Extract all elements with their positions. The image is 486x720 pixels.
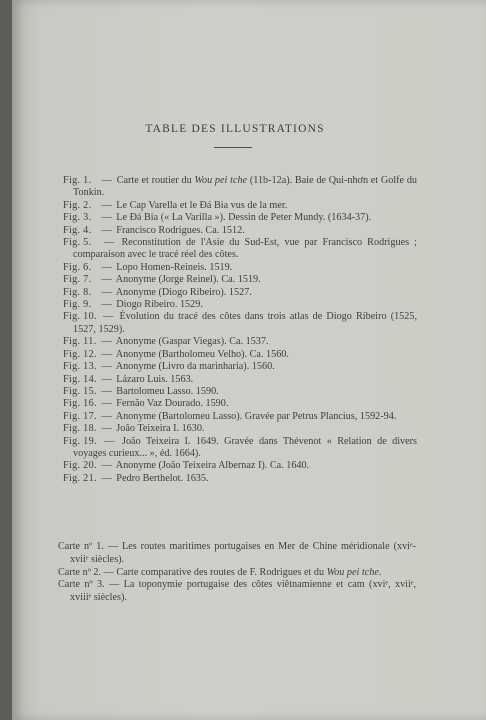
figure-entry [63,411,417,423]
figure-entry-label: Fig. 5. [63,237,92,249]
em-dash: — [101,261,112,273]
map-entry-label: Carte nº 3. [58,579,105,591]
figure-entry-text: Anonyme (Jorge Reinel). Ca. 1519. [115,274,261,286]
title-divider [214,147,252,148]
em-dash: — [104,237,115,249]
figure-entry-label: Fig. 21. [63,472,97,484]
figure-entry-text: Carte et routier du [116,175,195,186]
em-dash: — [101,460,112,472]
figure-entry [63,473,417,485]
book-page [12,0,486,720]
figure-entry [63,336,417,348]
em-dash: — [101,286,112,298]
em-dash: — [107,541,119,552]
figure-entry-text: Anonyme (Livro da marinharia). 1560. [115,361,275,373]
figure-entry [63,212,417,224]
em-dash: — [103,566,114,578]
figure-entry [63,299,417,311]
figure-entry-label: Fig. 13. [63,361,97,373]
figure-entry-italic-title: Wou pei tche [194,175,248,186]
map-entry [58,541,416,567]
em-dash: — [101,199,112,211]
figure-entry-text: João Teixeira I. 1630. [116,423,205,435]
figure-entry-text: Lázaro Luis. 1563. [116,373,194,385]
figure-entry-text: Diogo Ribeiro. 1529. [116,299,203,311]
figure-entry-label: Fig. 1. [63,175,92,186]
figure-entry-label: Fig. 3. [63,212,92,224]
map-entry-text: Les routes maritimes portugaises en Mer de Chine méridionale (xviᵉ-xviiᵉ siècles). [70,541,417,565]
figure-entry-text: Lopo Homen-Reineis. 1519. [116,261,233,273]
figure-entry-text: Anonyme (João Teixeira Albernaz I). Ca. 1640. [115,460,310,472]
figure-entry [63,287,417,299]
figure-entry-text: Bartolomeu Lasso. 1590. [116,385,219,397]
figure-entry [63,200,417,212]
figure-entry [63,175,417,200]
em-dash: — [101,373,112,385]
figure-entry-text: Reconstitution de l'Asie du Sud-Est, vue par Francisco Rodrigues ; comparaison avec le tracé réel des côtes. [73,237,418,261]
figure-entry [63,349,417,361]
em-dash: — [103,311,114,323]
figure-entry [63,460,417,472]
figure-entry-label: Fig. 11. [63,336,97,348]
figure-entry [63,436,417,461]
figure-entry [63,423,417,435]
figure-entry-label: Fig. 15. [63,385,97,397]
map-entry-text: La toponymie portugaise des côtes viêtnamienne et cam (xviᵉ, xviiᵉ, xviiiᵉ siècles). [70,579,417,604]
em-dash: — [101,175,112,186]
figure-entry-text: Anonyme (Diogo Ribeiro). 1527. [115,286,252,298]
figure-entry [63,262,417,274]
figure-entry [63,237,417,262]
figure-entry [63,274,417,286]
map-entry-label: Carte nº 2. [58,566,102,578]
figure-entry [63,374,417,386]
em-dash: — [101,224,112,236]
figure-entry-label: Fig. 4. [63,224,92,236]
figure-entry-label: Fig. 12. [63,348,97,360]
em-dash: — [101,348,112,360]
figure-entry-text: Anonyme (Bartholomeu Velho). Ca. 1560. [115,348,289,360]
figure-entry-text-end: (11b-12a). Baie de Qui-nhơn et Golfe du Tonkin. [73,175,418,199]
map-entry-italic-title: Wou pei tche [326,566,379,578]
figure-entry-label: Fig. 20. [63,460,97,472]
em-dash: — [101,361,112,373]
figure-entry-label: Fig. 2. [63,199,92,211]
em-dash: — [109,579,120,591]
em-dash: — [101,385,112,397]
page-title: TABLE DES ILLUSTRATIONS [145,123,325,135]
figure-list [63,175,417,485]
figure-entry-text: Le Đá Bia (« La Varilla »). Dessin de Peter Mundy. (1634-37). [116,212,372,224]
map-entry [58,579,416,605]
figure-entry-text: João Teixeira I. 1649. Gravée dans Thévenot « Relation de divers voyages curieux... », éd. 1664). [73,435,418,459]
figure-entry-label: Fig. 10. [63,311,97,323]
em-dash: — [101,274,112,286]
figure-entry-text: Le Cap Varella et le Đá Bia vus de la mer. [116,199,288,211]
em-dash: — [104,435,115,447]
em-dash: — [101,299,112,311]
figure-entry-label: Fig. 7. [63,274,92,286]
map-entry-label: Carte nº 1. [58,541,104,552]
figure-entry-label: Fig. 14. [63,373,97,385]
em-dash: — [101,410,112,422]
figure-entry-label: Fig. 9. [63,299,92,311]
figure-entry-label: Fig. 19. [63,435,97,447]
figure-entry [63,361,417,373]
figure-entry-label: Fig. 18. [63,423,97,435]
figure-entry-text: Anonyme (Gaspar Viegas). Ca. 1537. [115,336,269,348]
em-dash: — [101,398,112,410]
em-dash: — [101,472,112,484]
figure-entry-text: Fernão Vaz Dourado. 1590. [116,398,229,410]
figure-entry-text: Évolution du tracé des côtes dans trois atlas de Diogo Ribeiro (1525, 1527, 1529). [73,311,418,335]
figure-entry [63,311,417,336]
figure-entry-label: Fig. 6. [63,261,92,273]
em-dash: — [101,336,112,348]
figure-entry-label: Fig. 17. [63,410,97,422]
map-entry-text-end: . [378,566,382,578]
map-list [58,541,416,605]
em-dash: — [101,212,112,224]
figure-entry-label: Fig. 8. [63,286,92,298]
figure-entry [63,225,417,237]
figure-entry [63,398,417,410]
figure-entry-text: Francisco Rodrigues. Ca. 1512. [116,224,245,236]
figure-entry [63,386,417,398]
map-entry [58,567,416,580]
em-dash: — [101,423,112,435]
figure-entry-label: Fig. 16. [63,398,97,410]
figure-entry-text: Pedro Berthelot. 1635. [116,472,209,484]
figure-entry-text: Anonyme (Bartolomeu Lasso). Gravée par Petrus Plancius, 1592-94. [115,410,397,422]
map-entry-text: Carte comparative des routes de F. Rodrigues et du [116,566,327,578]
